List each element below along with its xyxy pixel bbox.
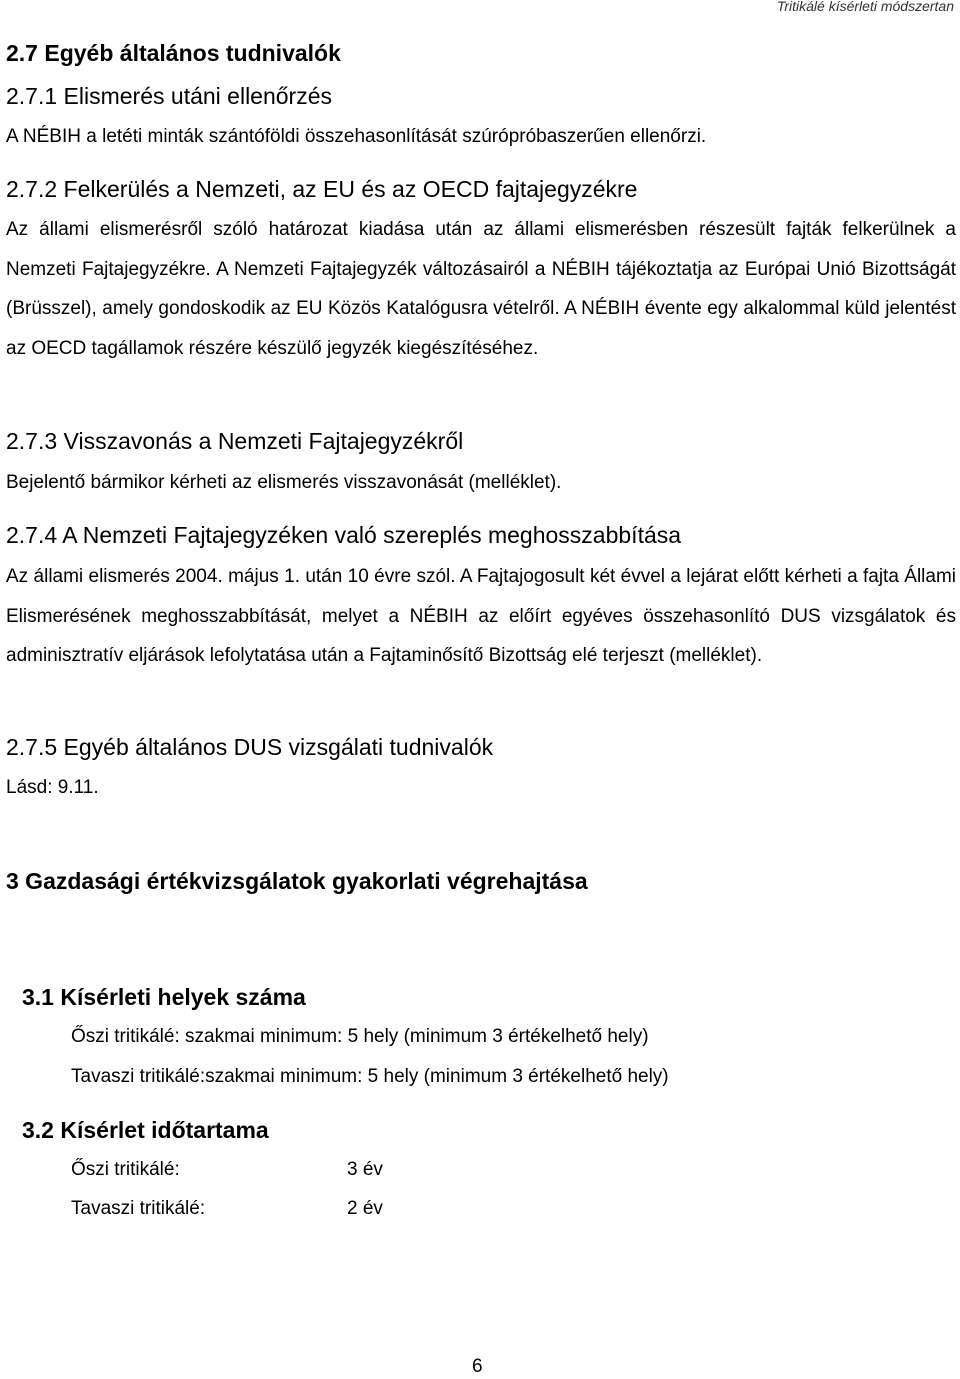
section-3-2-heading: 3.2 Kísérlet időtartama [22, 1117, 269, 1143]
section-2-7-1-text: A NÉBIH a letéti minták szántóföldi összehasonlítását szúrópróbaszerűen ellenőrzi. [6, 126, 707, 147]
section-3-heading: 3 Gazdasági értékvizsgálatok gyakorlati végrehajtása [6, 868, 588, 894]
section-2-7-3-text: Bejelentő bármikor kérheti az elismerés visszavonását (melléklet). [6, 472, 562, 493]
section-2-7-4-text: Az állami elismerés 2004. május 1. után 10 évre szól. A Fajtajogosult két évvel a lejárat előtt kérheti a fajta Állami Elismerésének meghosszabbítását, melyet a NÉBIH az előírt egyéves összehasonlító DUS vizsgálatok és adminisztratív eljárások lefolytatása után a Fajtaminősítő Bizottság elé terjeszt (melléklet). [6, 566, 956, 666]
section-2-7-2-heading: 2.7.2 Felkerülés a Nemzeti, az EU és az OECD fajtajegyzékre [6, 176, 638, 202]
section-2-7-1-heading: 2.7.1 Elismerés utáni ellenőrzés [6, 83, 332, 109]
section-2-7-4-heading: 2.7.4 A Nemzeti Fajtajegyzéken való szereplés meghosszabbítása [6, 522, 682, 548]
section-2-7-5-heading: 2.7.5 Egyéb általános DUS vizsgálati tudnivalók [6, 734, 494, 760]
duration-label-spring: Tavaszi tritikálé: [71, 1198, 206, 1219]
running-header: Tritikálé kísérleti módszertan [776, 0, 954, 14]
duration-label-autumn: Őszi tritikálé: [71, 1159, 180, 1180]
section-3-1-heading: 3.1 Kísérleti helyek száma [22, 984, 306, 1010]
page-number: 6 [472, 1356, 483, 1377]
section-3-1-line-autumn: Őszi tritikálé: szakmai minimum: 5 hely (minimum 3 értékelhető hely) [71, 1026, 649, 1047]
section-2-7-3-heading: 2.7.3 Visszavonás a Nemzeti Fajtajegyzékről [6, 428, 464, 454]
section-3-1-line-spring: Tavaszi tritikálé:szakmai minimum: 5 hely (minimum 3 értékelhető hely) [71, 1066, 669, 1087]
section-2-7-heading: 2.7 Egyéb általános tudnivalók [6, 40, 341, 66]
duration-value-autumn: 3 év [347, 1159, 383, 1180]
section-2-7-2-text: Az állami elismerésről szóló határozat kiadása után az állami elismerésben részesült fajták felkerülnek a Nemzeti Fajtajegyzékre. A Nemzeti Fajtajegyzék változásairól a NÉBIH tájékoztatja az Európai Unió Bizottságát (Brüsszel), amely gondoskodik az EU Közös Katalógusra vételről. A NÉBIH évente egy alkalommal küld jelentést az OECD tagállamok részére készülő jegyzék kiegészítéséhez. [6, 219, 956, 359]
section-2-7-5-text: Lásd: 9.11. [6, 777, 99, 798]
duration-value-spring: 2 év [347, 1198, 383, 1219]
